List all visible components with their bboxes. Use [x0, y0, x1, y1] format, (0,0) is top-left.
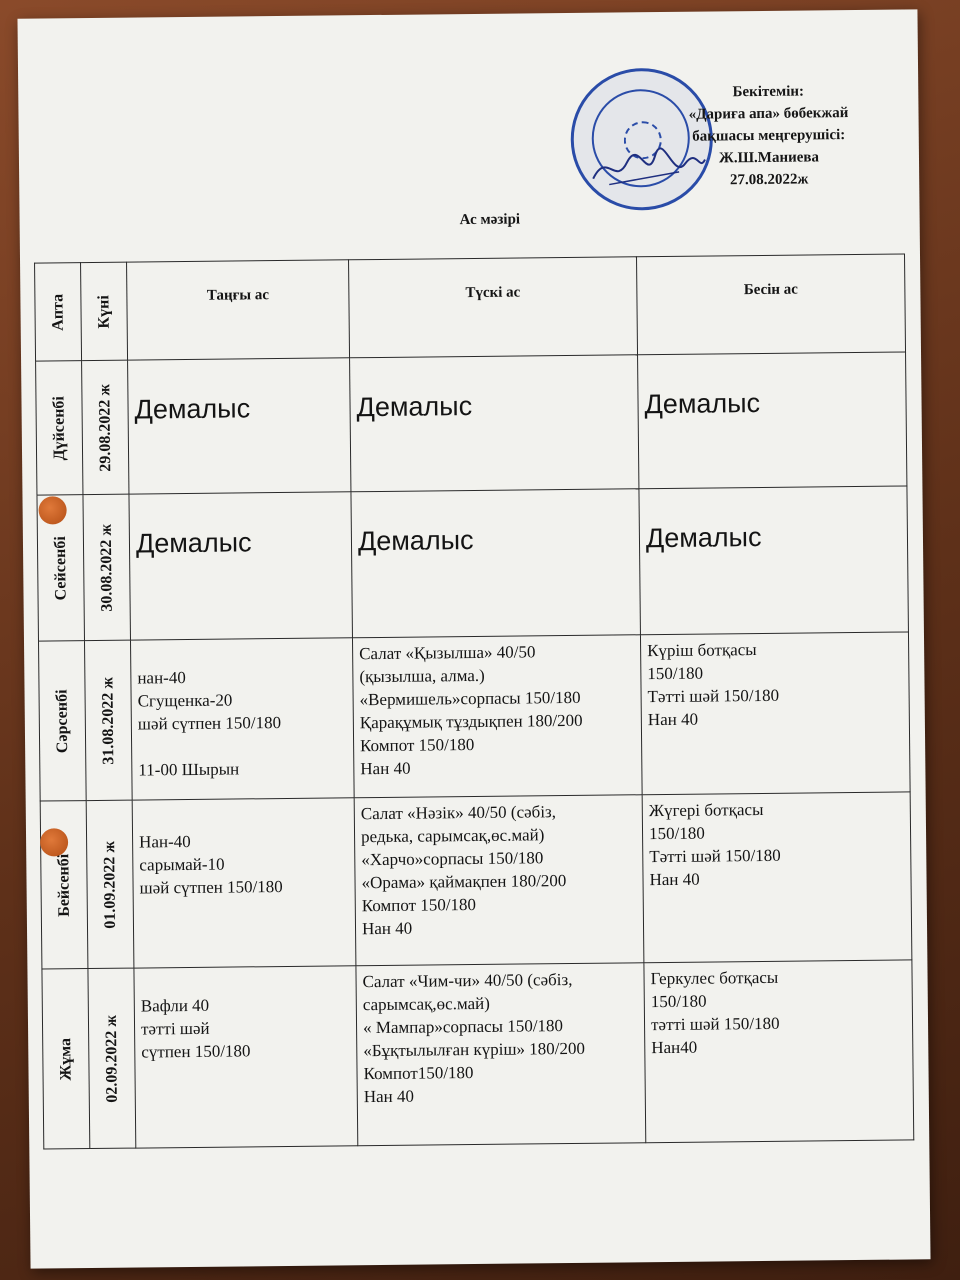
lunch-cell: Демалыс: [351, 489, 641, 638]
breakfast-cell: нан-40 Сгущенка-20 шәй сүтпен 150/180 11-00 Шырын: [130, 638, 354, 800]
table-row: [37, 486, 908, 641]
header-breakfast: Таңғы ас: [127, 260, 350, 360]
date-cell: 02.09.2022 ж: [88, 968, 136, 1148]
snack-cell: Жүгері ботқасы 150/180 Тәтті шәй 150/180 Нан 40: [642, 792, 912, 963]
date-cell: 29.08.2022 ж: [82, 360, 129, 494]
header-snack: Бесін ас: [637, 254, 906, 355]
binder-hole: [38, 496, 66, 524]
lunch-cell: Демалыс: [350, 355, 639, 492]
breakfast-cell: Демалыс: [128, 358, 351, 494]
menu-table: [34, 253, 914, 1149]
table-row: [38, 632, 910, 801]
snack-cell: Күріш ботқасы 150/180 Тәтті шәй 150/180 Нан 40: [640, 632, 910, 795]
weekday-cell: Бейсенбі: [40, 801, 88, 969]
weekday-cell: Сәрсенбі: [38, 641, 86, 801]
approval-date: 27.08.2022ж: [729, 171, 809, 189]
breakfast-cell: Нан-40 сарымай-10 шәй сүтпен 150/180: [132, 798, 356, 968]
table-row: [42, 960, 914, 1149]
header-week: Апта: [35, 263, 82, 361]
breakfast-cell: Вафли 40 тәтті шәй сүтпен 150/180: [134, 966, 358, 1148]
weekday-cell: Сейсенбі: [37, 495, 85, 641]
menu-document: [17, 9, 930, 1268]
lunch-cell: Салат «Чим-чи» 40/50 (сәбіз, сарымсақ,өс.май) « Мампар»сорпасы 150/180 «Бұқтылылған күріш» 180/200 Компот150/180 Нан 40: [356, 963, 646, 1146]
snack-cell: Геркулес ботқасы 150/180 тәтті шәй 150/180 Нан40: [644, 960, 914, 1143]
date-cell: 30.08.2022 ж: [83, 494, 131, 640]
table-row: [40, 792, 912, 969]
weekday-cell: Дүйсенбі: [36, 361, 83, 495]
lunch-cell: Салат «Қызылша» 40/50 (қызылша, алма.) «Вермишель»сорпасы 150/180 Қарақұмық тұздықпен 180/200 Компот 150/180 Нан 40: [352, 635, 642, 798]
snack-cell: Демалыс: [639, 486, 909, 635]
date-cell: 31.08.2022 ж: [84, 640, 132, 800]
approval-position: бақшасы меңгерушісі:: [692, 127, 846, 145]
snack-cell: Демалыс: [638, 352, 907, 489]
breakfast-cell: Демалыс: [129, 492, 353, 640]
approval-org: «Дариға апа» бөбекжай: [688, 105, 849, 123]
header-day: Күні: [81, 262, 128, 360]
date-cell: 01.09.2022 ж: [86, 800, 134, 968]
header-lunch: Түскі ас: [349, 257, 638, 358]
page-title: Ас мәзірі: [459, 211, 521, 229]
approval-heading: Бекітемін:: [732, 83, 805, 101]
binder-hole: [40, 828, 68, 856]
table-row: [36, 352, 907, 495]
table-header-row: [35, 254, 906, 361]
approval-name: Ж.Ш.Маниева: [718, 149, 820, 167]
weekday-cell: Жұма: [42, 969, 90, 1149]
lunch-cell: Салат «Нәзік» 40/50 (сәбіз, редька, сарымсақ,өс.май) «Харчо»сорпасы 150/180 «Орама» қаймақпен 180/200 Компот 150/180 Нан 40: [354, 795, 644, 966]
approval-block: [648, 80, 889, 193]
